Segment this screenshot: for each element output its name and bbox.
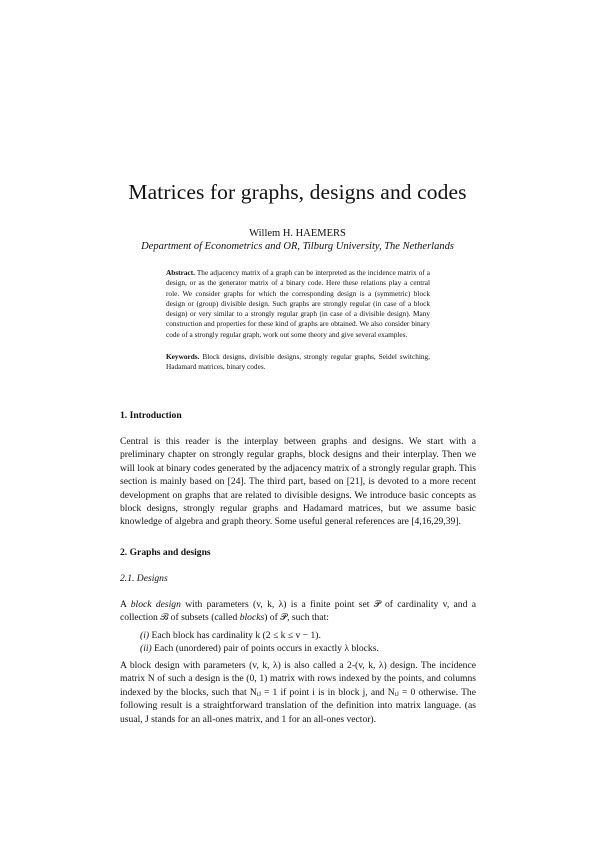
keywords: [166, 352, 430, 373]
list-item-text: Each block has cardinality k (2 ≤ k ≤ v − 1).: [151, 630, 321, 641]
definition-text-3: ) of 𝒫, such that:: [264, 612, 329, 624]
keywords-label: Keywords.: [166, 352, 200, 361]
affiliation: Department of Econometrics and OR, Tilburg University, The Netherlands: [141, 241, 454, 252]
abstract-text: The adjacency matrix of a graph can be interpreted as the incidence matrix of a design, or as the generator matrix of a binary code. Here these relations play a central role. We consider graphs for which the corresponding design is a (symmetric) block design or (group) divisible design. Such graphs are strongly regular (in case of a block design) or very similar to a strongly regular graph (in case of a divisible design). Many construction and properties for these kind of graphs are obtained. We also consider binary code of a strongly regular graph, work out some theory and give several examples.: [166, 268, 430, 339]
definition-text-1: A: [120, 599, 131, 610]
definition-text-2: with parameters (v, k, λ) is a finite point set 𝒫 of cardinality v, and a collection ℬ of subsets (called: [120, 599, 476, 624]
list-item-text: Each (unordered) pair of points occurs in exactly λ blocks.: [154, 643, 379, 654]
subsection-heading-designs: 2.1. Designs: [120, 573, 168, 584]
section-heading-graphs-designs: 2. Graphs and designs: [120, 547, 211, 558]
section-heading-introduction: 1. Introduction: [120, 410, 182, 421]
abstract-label: Abstract.: [166, 268, 195, 277]
keywords-text: Block designs, divisible designs, strongly regular graphs, Seidel switching, Hadamard matrices, binary codes.: [166, 352, 430, 372]
paper-title: Matrices for graphs, designs and codes: [128, 180, 467, 204]
list-item: [140, 642, 476, 655]
incidence-matrix-paragraph: A block design with parameters (v, k, λ) is also called a 2-(v, k, λ) design. The incidence matrix N of such a design is the (0, 1) matrix with rows indexed by the points, and columns indexed by the blocks, such that Nᵢⱼ = 1 if point i is in block j, and Nᵢⱼ = 0 otherwise. The following result is a straightforward translation of the definition into matrix language. (as usual, J stands for an all-ones matrix, and 1 for an all-ones vector).: [120, 660, 476, 725]
introduction-paragraph: Central is this reader is the interplay between graphs and designs. We start with a preliminary chapter on strongly regular graphs, block designs and their interplay. Then we will look at binary codes generated by the adjacency matrix of a strongly regular graph. This section is mainly based on [24]. The third part, based on [21], is devoted to a more recent development on graphs that are related to divisible designs. We introduce basic concepts as block designs, strongly regular graphs and Hadamard matrices, but we assume basic knowledge of algebra and graph theory. Some useful general references are [4,16,29,39].: [120, 436, 476, 528]
abstract: [166, 268, 430, 340]
author: Willem H. HAEMERS: [249, 228, 346, 239]
term-block-design: block design: [130, 599, 181, 610]
list-item-label: (ii): [140, 643, 152, 654]
list-item-label: (i): [140, 630, 150, 641]
list-item: [140, 629, 476, 642]
definition-paragraph: [120, 598, 476, 625]
term-blocks: blocks: [239, 612, 265, 624]
